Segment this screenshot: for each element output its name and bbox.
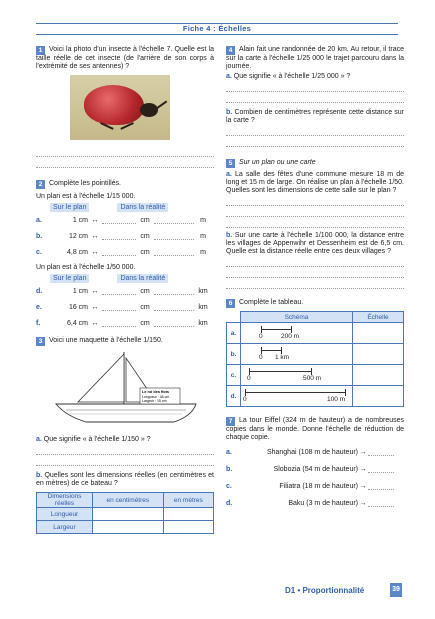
row-label: b. bbox=[36, 232, 43, 240]
table-cell[interactable] bbox=[353, 323, 404, 344]
column-header-plan: Sur le plan bbox=[50, 203, 89, 212]
answer-line[interactable] bbox=[226, 92, 404, 103]
plan-value: 4,8 cm bbox=[66, 248, 88, 256]
answer-line[interactable] bbox=[36, 455, 214, 466]
table-header: en mètres bbox=[163, 493, 213, 508]
row-label: e. bbox=[36, 303, 42, 311]
exercise-text: Voici une maquette à l'échelle 1/150. bbox=[49, 337, 163, 344]
double-arrow-icon: ↔ bbox=[91, 303, 99, 311]
row-label: f. bbox=[36, 319, 41, 327]
table-cell[interactable] bbox=[353, 365, 404, 386]
dimensions-table bbox=[36, 492, 214, 534]
conversion-row bbox=[36, 228, 214, 244]
scale-bar bbox=[241, 344, 352, 364]
question-text: Combien de centimètres représente cette distance sur la carte ? bbox=[226, 109, 404, 124]
exercise-5 bbox=[226, 159, 404, 289]
question-label: b. bbox=[226, 232, 233, 239]
table-cell[interactable] bbox=[163, 508, 213, 521]
exercise-title: Sur un plan ou une carte bbox=[239, 159, 316, 166]
conversion-row bbox=[36, 244, 214, 260]
exercise-text: Complète le tableau. bbox=[239, 299, 304, 306]
blank-cm[interactable] bbox=[102, 249, 136, 256]
question-text: Que signifie « à l'échelle 1/25 000 » ? bbox=[233, 73, 351, 80]
unit-label: m bbox=[200, 248, 206, 256]
blank-scale[interactable] bbox=[368, 450, 394, 456]
scale-start: 0 bbox=[247, 375, 251, 382]
blank-real[interactable] bbox=[154, 304, 194, 311]
unit-label: km bbox=[198, 287, 208, 295]
copy-row bbox=[226, 461, 404, 478]
blank-cm[interactable] bbox=[102, 233, 136, 240]
plan-scale-1: Un plan est à l'échelle 1/15 000. bbox=[36, 193, 136, 200]
boat-label-length: Longueur : 48 cm bbox=[142, 395, 170, 399]
table-row-label: Largeur bbox=[37, 521, 93, 534]
blank-real[interactable] bbox=[154, 288, 194, 295]
column-header-real: Dans la réalité bbox=[117, 274, 168, 283]
row-label: d. bbox=[227, 386, 241, 407]
exercise-number: 7 bbox=[226, 417, 235, 426]
unit-label: cm bbox=[140, 216, 150, 224]
row-label: b. bbox=[226, 466, 233, 473]
answer-line[interactable] bbox=[36, 146, 214, 157]
unit-label: km bbox=[198, 303, 208, 311]
answer-line[interactable] bbox=[226, 125, 404, 136]
table-header: Échelle bbox=[353, 312, 404, 323]
exercise-text: Voici la photo d'un insecte à l'échelle 7. Quelle est la taille réelle de cet insecte (de l'arrière de son corps à l'extrémité de ses antennes) ? bbox=[36, 46, 214, 70]
table-row-label: Longueur bbox=[37, 508, 93, 521]
table-row bbox=[227, 323, 404, 344]
unit-label: km bbox=[198, 319, 208, 327]
unit-label: cm bbox=[140, 232, 150, 240]
row-label: a. bbox=[226, 449, 232, 456]
answer-line[interactable] bbox=[36, 157, 214, 168]
answer-line[interactable] bbox=[226, 81, 404, 92]
page-number: 39 bbox=[390, 583, 402, 597]
scale-table bbox=[226, 311, 404, 407]
question-text: Sur une carte à l'échelle 1/100 000, la distance entre les villages de Appenwihr et Dessenheim est de 6,5 cm. Quelle est la distance réelle entre ces deux villages ? bbox=[226, 232, 404, 255]
table-row bbox=[227, 365, 404, 386]
scale-end: 200 m bbox=[281, 333, 300, 340]
double-arrow-icon: ↔ bbox=[91, 287, 99, 295]
table-cell[interactable] bbox=[353, 344, 404, 365]
copy-row bbox=[226, 495, 404, 512]
answer-line[interactable] bbox=[36, 444, 214, 455]
exercise-number: 2 bbox=[36, 180, 45, 189]
copy-text: Filiatra (18 m de hauteur) bbox=[279, 483, 358, 490]
double-arrow-icon: ↔ bbox=[91, 319, 99, 327]
boat-label-title: Le roi des flots bbox=[142, 390, 170, 394]
column-header-real: Dans la réalité bbox=[117, 203, 168, 212]
double-arrow-icon: ↔ bbox=[91, 216, 99, 224]
conversion-row bbox=[36, 315, 214, 331]
copy-text: Baku (3 m de hauteur) bbox=[288, 500, 358, 507]
unit-label: cm bbox=[140, 287, 150, 295]
answer-line[interactable] bbox=[226, 206, 404, 217]
copy-text: Slobozia (54 m de hauteur) bbox=[273, 466, 358, 473]
blank-scale[interactable] bbox=[368, 467, 394, 473]
table-cell[interactable] bbox=[93, 508, 164, 521]
blank-real[interactable] bbox=[154, 320, 194, 327]
unit-label: cm bbox=[140, 248, 150, 256]
unit-label: m bbox=[200, 216, 206, 224]
blank-cm[interactable] bbox=[102, 304, 136, 311]
question-text: La salle des fêtes d'une commune mesure 18 m de long et 15 m de large. On réalise un plan à l'échelle 1/50. Quelles sont les dimensions de cette salle sur le plan ? bbox=[226, 171, 404, 194]
plan-value: 6,4 cm bbox=[66, 319, 88, 327]
left-column bbox=[36, 46, 214, 534]
exercise-6 bbox=[226, 299, 404, 407]
answer-line[interactable] bbox=[226, 256, 404, 267]
table-cell[interactable] bbox=[353, 386, 404, 407]
copy-text: Shanghai (108 m de hauteur) bbox=[266, 449, 358, 456]
conversion-row bbox=[36, 283, 214, 299]
exercise-number: 3 bbox=[36, 337, 45, 346]
table-row bbox=[227, 386, 404, 407]
answer-line[interactable] bbox=[226, 195, 404, 206]
question-label: b. bbox=[226, 109, 233, 116]
scale-start: 0 bbox=[259, 333, 263, 340]
arrow-right-icon: → bbox=[359, 500, 367, 507]
question-label: a. bbox=[226, 73, 232, 80]
question-label: a. bbox=[226, 171, 232, 178]
scale-bar bbox=[241, 386, 352, 406]
blank-real[interactable] bbox=[154, 233, 194, 240]
beetle-body bbox=[84, 85, 144, 125]
right-column bbox=[226, 46, 404, 512]
scale-end: 1 km bbox=[275, 354, 290, 361]
blank-cm[interactable] bbox=[102, 288, 136, 295]
answer-line[interactable] bbox=[226, 217, 404, 228]
blank-cm[interactable] bbox=[102, 217, 136, 224]
exercise-1 bbox=[36, 46, 214, 168]
row-label: d. bbox=[226, 500, 233, 507]
double-arrow-icon: ↔ bbox=[91, 248, 99, 256]
exercise-number: 6 bbox=[226, 299, 235, 308]
exercise-3 bbox=[36, 337, 214, 534]
question-label: b. bbox=[36, 472, 43, 479]
row-label: a. bbox=[36, 216, 42, 224]
row-label: b. bbox=[227, 344, 241, 365]
plan-value: 12 cm bbox=[68, 232, 88, 240]
blank-real[interactable] bbox=[154, 249, 194, 256]
exercise-number: 4 bbox=[226, 46, 235, 55]
scale-end: 100 m bbox=[327, 396, 346, 403]
exercise-text: Alain fait une randonnée de 20 km. Au retour, il trace sur la carte à l'échelle 1/25 000 le trajet parcouru dans la journée. bbox=[226, 46, 404, 70]
plan-value: 16 cm bbox=[68, 303, 88, 311]
insect-photo bbox=[70, 75, 170, 140]
arrow-right-icon: → bbox=[359, 449, 367, 456]
table-cell[interactable] bbox=[163, 521, 213, 534]
table-header: en centimètres bbox=[93, 493, 164, 508]
scale-start: 0 bbox=[243, 396, 247, 403]
table-header: Schéma bbox=[241, 312, 353, 323]
exercise-number: 5 bbox=[226, 159, 235, 168]
footer-label: D1 • Proportionnalité bbox=[285, 586, 365, 595]
conversion-row bbox=[36, 212, 214, 228]
beetle-head bbox=[140, 103, 158, 117]
table-header: Dimensions réelles bbox=[37, 493, 93, 508]
unit-label: m bbox=[200, 232, 206, 240]
exercise-2 bbox=[36, 180, 214, 331]
row-label: c. bbox=[226, 483, 232, 490]
row-label: c. bbox=[36, 248, 42, 256]
answer-line[interactable] bbox=[226, 278, 404, 289]
question-text: Quelles sont les dimensions réelles (en centimètres et en mètres) de ce bateau ? bbox=[36, 472, 214, 487]
exercise-4 bbox=[226, 46, 404, 147]
unit-label: cm bbox=[140, 319, 150, 327]
blank-scale[interactable] bbox=[368, 484, 394, 490]
scale-bar bbox=[241, 323, 352, 343]
boat-label-width: Largeur : 15 cm bbox=[142, 399, 167, 403]
unit-label: cm bbox=[140, 303, 150, 311]
question-text: Que signifie « à l'échelle 1/150 » ? bbox=[43, 436, 151, 443]
question-label: a. bbox=[36, 436, 42, 443]
blank-scale[interactable] bbox=[368, 501, 394, 507]
scale-bar bbox=[241, 365, 352, 385]
scale-start: 0 bbox=[259, 354, 263, 361]
conversion-row bbox=[36, 299, 214, 315]
exercise-7 bbox=[226, 417, 404, 512]
row-label: d. bbox=[36, 287, 43, 295]
plan-value: 1 cm bbox=[72, 287, 88, 295]
row-label: a. bbox=[227, 323, 241, 344]
copy-row bbox=[226, 444, 404, 461]
scale-end: 500 m bbox=[303, 375, 322, 382]
exercise-text: Complète les pointillés. bbox=[49, 180, 121, 187]
copy-row bbox=[226, 478, 404, 495]
answer-line[interactable] bbox=[226, 267, 404, 278]
column-header-plan: Sur le plan bbox=[50, 274, 89, 283]
row-label: c. bbox=[227, 365, 241, 386]
answer-line[interactable] bbox=[226, 136, 404, 147]
double-arrow-icon: ↔ bbox=[91, 232, 99, 240]
plan-scale-2: Un plan est à l'échelle 1/50 000. bbox=[36, 264, 136, 271]
exercise-number: 1 bbox=[36, 46, 45, 55]
blank-cm[interactable] bbox=[102, 320, 136, 327]
sailboat-drawing bbox=[46, 350, 206, 432]
table-cell[interactable] bbox=[93, 521, 164, 534]
plan-value: 1 cm bbox=[72, 216, 88, 224]
blank-real[interactable] bbox=[154, 217, 194, 224]
table-row bbox=[227, 344, 404, 365]
page-title: Fiche 4 : Échelles bbox=[36, 23, 398, 35]
exercise-text: La tour Eiffel (324 m de hauteur) a de nombreuses copies dans le monde. Donne l'échelle de réduction de chaque copie. bbox=[226, 417, 404, 441]
arrow-right-icon: → bbox=[359, 466, 367, 473]
arrow-right-icon: → bbox=[359, 483, 367, 490]
